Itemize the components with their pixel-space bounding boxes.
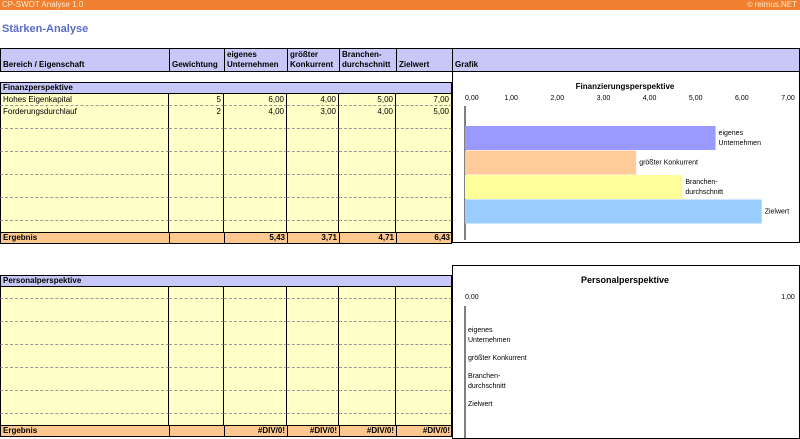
cell-zielwert[interactable] xyxy=(396,198,452,210)
cell-eigenes[interactable]: 6,00 xyxy=(224,94,287,106)
cell-gewichtung[interactable] xyxy=(169,299,224,311)
column-header-eigenes-line2: Unternehmen xyxy=(227,60,279,69)
cell-konkurrent[interactable] xyxy=(287,117,339,129)
cell-eigenes[interactable] xyxy=(224,368,287,380)
cell-gewichtung[interactable] xyxy=(169,117,224,129)
cell-name[interactable] xyxy=(0,310,169,322)
cell-konkurrent[interactable] xyxy=(287,140,339,152)
table-row xyxy=(0,299,452,311)
cell-eigenes[interactable] xyxy=(224,198,287,210)
title-bar xyxy=(0,0,800,10)
cell-gewichtung[interactable] xyxy=(169,345,224,357)
table-row xyxy=(0,117,452,129)
cell-konkurrent[interactable] xyxy=(287,163,339,175)
column-header-konkurrent-line1: größter xyxy=(290,50,318,59)
cell-name[interactable] xyxy=(0,129,169,141)
bar-3 xyxy=(465,200,762,224)
column-header-eigenes-line1: eigenes xyxy=(227,50,257,59)
result-branche: 4,71 xyxy=(378,233,394,242)
cell-eigenes[interactable] xyxy=(224,345,287,357)
x-tick-label: 1,00 xyxy=(781,294,795,301)
cell-name[interactable] xyxy=(0,186,169,198)
cell-name[interactable] xyxy=(0,175,169,187)
cell-eigenes[interactable] xyxy=(224,299,287,311)
cell-branche[interactable] xyxy=(339,299,396,311)
result-konkurrent: #DIV/0! xyxy=(309,426,337,435)
cell-zielwert[interactable] xyxy=(396,175,452,187)
cell-gewichtung[interactable] xyxy=(169,287,224,299)
result-eigenes: #DIV/0! xyxy=(257,426,285,435)
cell-eigenes[interactable] xyxy=(224,186,287,198)
x-tick-label: 3,00 xyxy=(596,95,611,102)
cell-name[interactable] xyxy=(0,152,169,164)
cell-gewichtung[interactable] xyxy=(169,322,224,334)
cell-zielwert[interactable] xyxy=(396,310,452,322)
cell-branche[interactable] xyxy=(339,287,396,299)
cell-konkurrent[interactable] xyxy=(287,402,339,414)
table-row xyxy=(0,186,452,198)
column-header-branche-line2: durchschnitt xyxy=(342,60,391,69)
cell-zielwert[interactable] xyxy=(396,379,452,391)
cell-zielwert[interactable] xyxy=(396,129,452,141)
cell-gewichtung[interactable] xyxy=(169,186,224,198)
cell-zielwert[interactable] xyxy=(396,209,452,221)
data-label: Branchen- xyxy=(685,179,718,186)
page-title: Stärken-Analyse xyxy=(2,23,89,35)
cell-konkurrent[interactable] xyxy=(287,221,339,233)
cell-branche[interactable] xyxy=(339,140,396,152)
cell-branche[interactable] xyxy=(339,117,396,129)
cell-gewichtung[interactable]: 2 xyxy=(169,106,224,118)
cell-eigenes[interactable] xyxy=(224,140,287,152)
cell-zielwert[interactable] xyxy=(396,287,452,299)
column-header-bereich-label: Bereich / Eigenschaft xyxy=(3,60,85,69)
cell-zielwert[interactable] xyxy=(396,163,452,175)
cell-eigenes[interactable] xyxy=(224,391,287,403)
cell-gewichtung[interactable] xyxy=(169,391,224,403)
cell-name[interactable] xyxy=(0,163,169,175)
data-label: Branchen- xyxy=(468,373,501,380)
copyright-icon: © xyxy=(747,2,753,9)
cell-eigenes[interactable] xyxy=(224,414,287,426)
cell-zielwert[interactable] xyxy=(396,402,452,414)
cell-zielwert[interactable]: 7,00 xyxy=(396,94,452,106)
cell-eigenes[interactable] xyxy=(224,402,287,414)
data-label: Zielwert xyxy=(764,208,790,216)
cell-zielwert[interactable] xyxy=(396,152,452,164)
cell-name[interactable]: Hohes Eigenkapital xyxy=(0,94,169,106)
result-eigenes: 5,43 xyxy=(269,233,285,242)
x-tick-label: 2,00 xyxy=(550,95,565,102)
cell-gewichtung[interactable] xyxy=(169,368,224,380)
cell-konkurrent[interactable] xyxy=(287,322,339,334)
cell-branche[interactable] xyxy=(339,310,396,322)
cell-gewichtung[interactable] xyxy=(169,209,224,221)
cell-konkurrent[interactable] xyxy=(287,356,339,368)
cell-eigenes[interactable] xyxy=(224,209,287,221)
cell-branche[interactable] xyxy=(339,198,396,210)
cell-name[interactable] xyxy=(0,379,169,391)
result-branche: #DIV/0! xyxy=(366,426,394,435)
column-header-grafik xyxy=(452,48,800,72)
data-label: durchschnitt xyxy=(468,383,506,390)
cell-konkurrent[interactable] xyxy=(287,129,339,141)
cell-eigenes[interactable] xyxy=(224,152,287,164)
cell-gewichtung[interactable]: 5 xyxy=(169,94,224,106)
x-tick-label: 0,00 xyxy=(465,294,479,301)
cell-branche[interactable] xyxy=(339,163,396,175)
column-header-konkurrent xyxy=(287,48,339,72)
table-row xyxy=(0,414,452,426)
bar-2 xyxy=(465,175,682,199)
table-row xyxy=(0,368,452,380)
cell-gewichtung[interactable] xyxy=(169,163,224,175)
cell-gewichtung[interactable] xyxy=(169,333,224,345)
table-row xyxy=(0,106,452,118)
finanz-chart-svg xyxy=(453,72,800,243)
cell-name[interactable] xyxy=(0,299,169,311)
cell-konkurrent[interactable] xyxy=(287,287,339,299)
cell-name[interactable]: Forderungsdurchlauf xyxy=(0,106,169,118)
table-row xyxy=(0,310,452,322)
table-row xyxy=(0,94,452,106)
result-zielwert: 6,43 xyxy=(434,233,450,242)
cell-gewichtung[interactable] xyxy=(169,198,224,210)
cell-name[interactable] xyxy=(0,333,169,345)
table-row xyxy=(0,198,452,210)
cell-name[interactable] xyxy=(0,402,169,414)
cell-zielwert[interactable] xyxy=(396,414,452,426)
cell-konkurrent[interactable] xyxy=(287,310,339,322)
x-tick-label: 5,00 xyxy=(688,95,703,102)
data-label: größter Konkurrent xyxy=(468,355,527,362)
cell-name[interactable] xyxy=(0,391,169,403)
column-divider xyxy=(169,233,170,243)
cell-gewichtung[interactable] xyxy=(169,129,224,141)
cell-konkurrent[interactable]: 3,00 xyxy=(287,106,339,118)
cell-zielwert[interactable] xyxy=(396,186,452,198)
x-tick-label: 6,00 xyxy=(735,95,749,102)
cell-branche[interactable] xyxy=(339,391,396,403)
cell-eigenes[interactable] xyxy=(224,117,287,129)
chart-title: Finanzierungsperspektive xyxy=(575,82,675,91)
column-header-zielwert xyxy=(396,48,452,72)
cell-zielwert[interactable] xyxy=(396,117,452,129)
cell-zielwert[interactable] xyxy=(396,221,452,233)
table-row xyxy=(0,402,452,414)
brand-text: reimus.NET xyxy=(754,0,797,9)
table-row xyxy=(0,379,452,391)
cell-zielwert[interactable] xyxy=(396,333,452,345)
app-title: CP-SWOT Analyse 1.0 xyxy=(2,0,84,9)
cell-name[interactable] xyxy=(0,322,169,334)
cell-gewichtung[interactable] xyxy=(169,310,224,322)
cell-name[interactable] xyxy=(0,368,169,380)
column-header-eigenes xyxy=(224,48,287,72)
column-header-zielwert-label: Zielwert xyxy=(399,60,430,69)
column-header-bereich xyxy=(0,48,169,72)
cell-gewichtung[interactable] xyxy=(169,356,224,368)
cell-eigenes[interactable] xyxy=(224,379,287,391)
cell-zielwert[interactable] xyxy=(396,322,452,334)
table-row xyxy=(0,391,452,403)
cell-konkurrent[interactable]: 4,00 xyxy=(287,94,339,106)
section-header: Personalperspektive xyxy=(0,275,452,287)
cell-branche[interactable] xyxy=(339,402,396,414)
cell-branche[interactable] xyxy=(339,129,396,141)
cell-konkurrent[interactable] xyxy=(287,209,339,221)
result-row xyxy=(0,232,452,244)
table-row xyxy=(0,345,452,357)
cell-name[interactable] xyxy=(0,287,169,299)
cell-gewichtung[interactable] xyxy=(169,152,224,164)
cell-konkurrent[interactable] xyxy=(287,198,339,210)
chart-title: Personalperspektive xyxy=(580,275,670,285)
cell-gewichtung[interactable] xyxy=(169,175,224,187)
table-row xyxy=(0,140,452,152)
cell-konkurrent[interactable] xyxy=(287,414,339,426)
table-row xyxy=(0,129,452,141)
cell-zielwert[interactable] xyxy=(396,140,452,152)
table-row xyxy=(0,152,452,164)
cell-name[interactable] xyxy=(0,140,169,152)
cell-konkurrent[interactable] xyxy=(287,175,339,187)
cell-zielwert[interactable] xyxy=(396,356,452,368)
table-row xyxy=(0,221,452,233)
cell-branche[interactable] xyxy=(339,209,396,221)
brand-label xyxy=(747,0,797,11)
cell-eigenes[interactable] xyxy=(224,287,287,299)
cell-branche[interactable] xyxy=(339,414,396,426)
cell-eigenes[interactable] xyxy=(224,333,287,345)
cell-gewichtung[interactable] xyxy=(169,221,224,233)
result-label: Ergebnis xyxy=(3,233,38,242)
column-header-konkurrent-line2: Konkurrent xyxy=(290,60,334,69)
cell-gewichtung[interactable] xyxy=(169,140,224,152)
cell-name[interactable] xyxy=(0,221,169,233)
result-konkurrent: 3,71 xyxy=(321,233,337,242)
x-tick-label: 4,00 xyxy=(642,95,657,102)
data-label: durchschnitt xyxy=(685,189,724,196)
cell-name[interactable] xyxy=(0,117,169,129)
table-row xyxy=(0,209,452,221)
table-row xyxy=(0,163,452,175)
cell-gewichtung[interactable] xyxy=(169,402,224,414)
cell-gewichtung[interactable] xyxy=(169,379,224,391)
cell-eigenes[interactable] xyxy=(224,356,287,368)
cell-zielwert[interactable] xyxy=(396,299,452,311)
section-header: Finanzperspektive xyxy=(0,82,452,94)
cell-name[interactable] xyxy=(0,356,169,368)
column-header-branche xyxy=(339,48,396,72)
cell-branche[interactable] xyxy=(339,186,396,198)
cell-konkurrent[interactable] xyxy=(287,333,339,345)
data-label: Zielwert xyxy=(468,401,493,408)
cell-eigenes[interactable] xyxy=(224,310,287,322)
cell-branche[interactable] xyxy=(339,368,396,380)
x-tick-label: 7,00 xyxy=(781,95,795,102)
x-tick-label: 1,00 xyxy=(504,95,518,102)
table-row xyxy=(0,287,452,299)
cell-name[interactable] xyxy=(0,414,169,426)
bar-0 xyxy=(465,126,716,150)
cell-eigenes[interactable]: 4,00 xyxy=(224,106,287,118)
cell-branche[interactable] xyxy=(339,175,396,187)
column-header-gewichtung-label: Gewichtung xyxy=(172,60,218,69)
personal-chart-svg xyxy=(453,266,800,439)
cell-branche[interactable] xyxy=(339,322,396,334)
cell-konkurrent[interactable] xyxy=(287,368,339,380)
cell-branche[interactable] xyxy=(339,345,396,357)
cell-branche[interactable] xyxy=(339,152,396,164)
cell-zielwert[interactable]: 5,00 xyxy=(396,106,452,118)
x-tick-label: 0,00 xyxy=(465,95,479,102)
bar-1 xyxy=(465,151,636,175)
cell-konkurrent[interactable] xyxy=(287,299,339,311)
personal-chart xyxy=(452,265,800,439)
cell-zielwert[interactable] xyxy=(396,391,452,403)
column-header-gewichtung xyxy=(169,48,224,72)
data-label: eigenes xyxy=(468,327,493,334)
data-label: größter Konkurrent xyxy=(639,159,698,167)
cell-branche[interactable] xyxy=(339,221,396,233)
cell-name[interactable] xyxy=(0,198,169,210)
cell-branche[interactable] xyxy=(339,356,396,368)
cell-konkurrent[interactable] xyxy=(287,391,339,403)
data-label: eigenes xyxy=(718,130,744,137)
cell-konkurrent[interactable] xyxy=(287,186,339,198)
table-row xyxy=(0,322,452,334)
cell-konkurrent[interactable] xyxy=(287,379,339,391)
table-row xyxy=(0,333,452,345)
cell-eigenes[interactable] xyxy=(224,129,287,141)
cell-konkurrent[interactable] xyxy=(287,345,339,357)
table-row xyxy=(0,356,452,368)
result-row xyxy=(0,425,452,437)
cell-eigenes[interactable] xyxy=(224,163,287,175)
column-header-grafik-label: Grafik xyxy=(455,60,479,69)
data-label: Unternehmen xyxy=(468,337,511,344)
cell-gewichtung[interactable] xyxy=(169,414,224,426)
cell-name[interactable] xyxy=(0,345,169,357)
table-row xyxy=(0,175,452,187)
cell-branche[interactable]: 5,00 xyxy=(339,94,396,106)
cell-branche[interactable] xyxy=(339,379,396,391)
cell-branche[interactable] xyxy=(339,333,396,345)
cell-branche[interactable]: 4,00 xyxy=(339,106,396,118)
column-header-branche-line1: Branchen- xyxy=(342,50,382,59)
finanz-chart xyxy=(452,72,800,243)
cell-zielwert[interactable] xyxy=(396,345,452,357)
cell-eigenes[interactable] xyxy=(224,175,287,187)
cell-eigenes[interactable] xyxy=(224,322,287,334)
column-divider xyxy=(169,426,170,436)
result-label: Ergebnis xyxy=(3,426,38,435)
cell-name[interactable] xyxy=(0,209,169,221)
cell-konkurrent[interactable] xyxy=(287,152,339,164)
cell-zielwert[interactable] xyxy=(396,368,452,380)
result-zielwert: #DIV/0! xyxy=(422,426,450,435)
cell-eigenes[interactable] xyxy=(224,221,287,233)
data-label: Unternehmen xyxy=(718,140,761,147)
